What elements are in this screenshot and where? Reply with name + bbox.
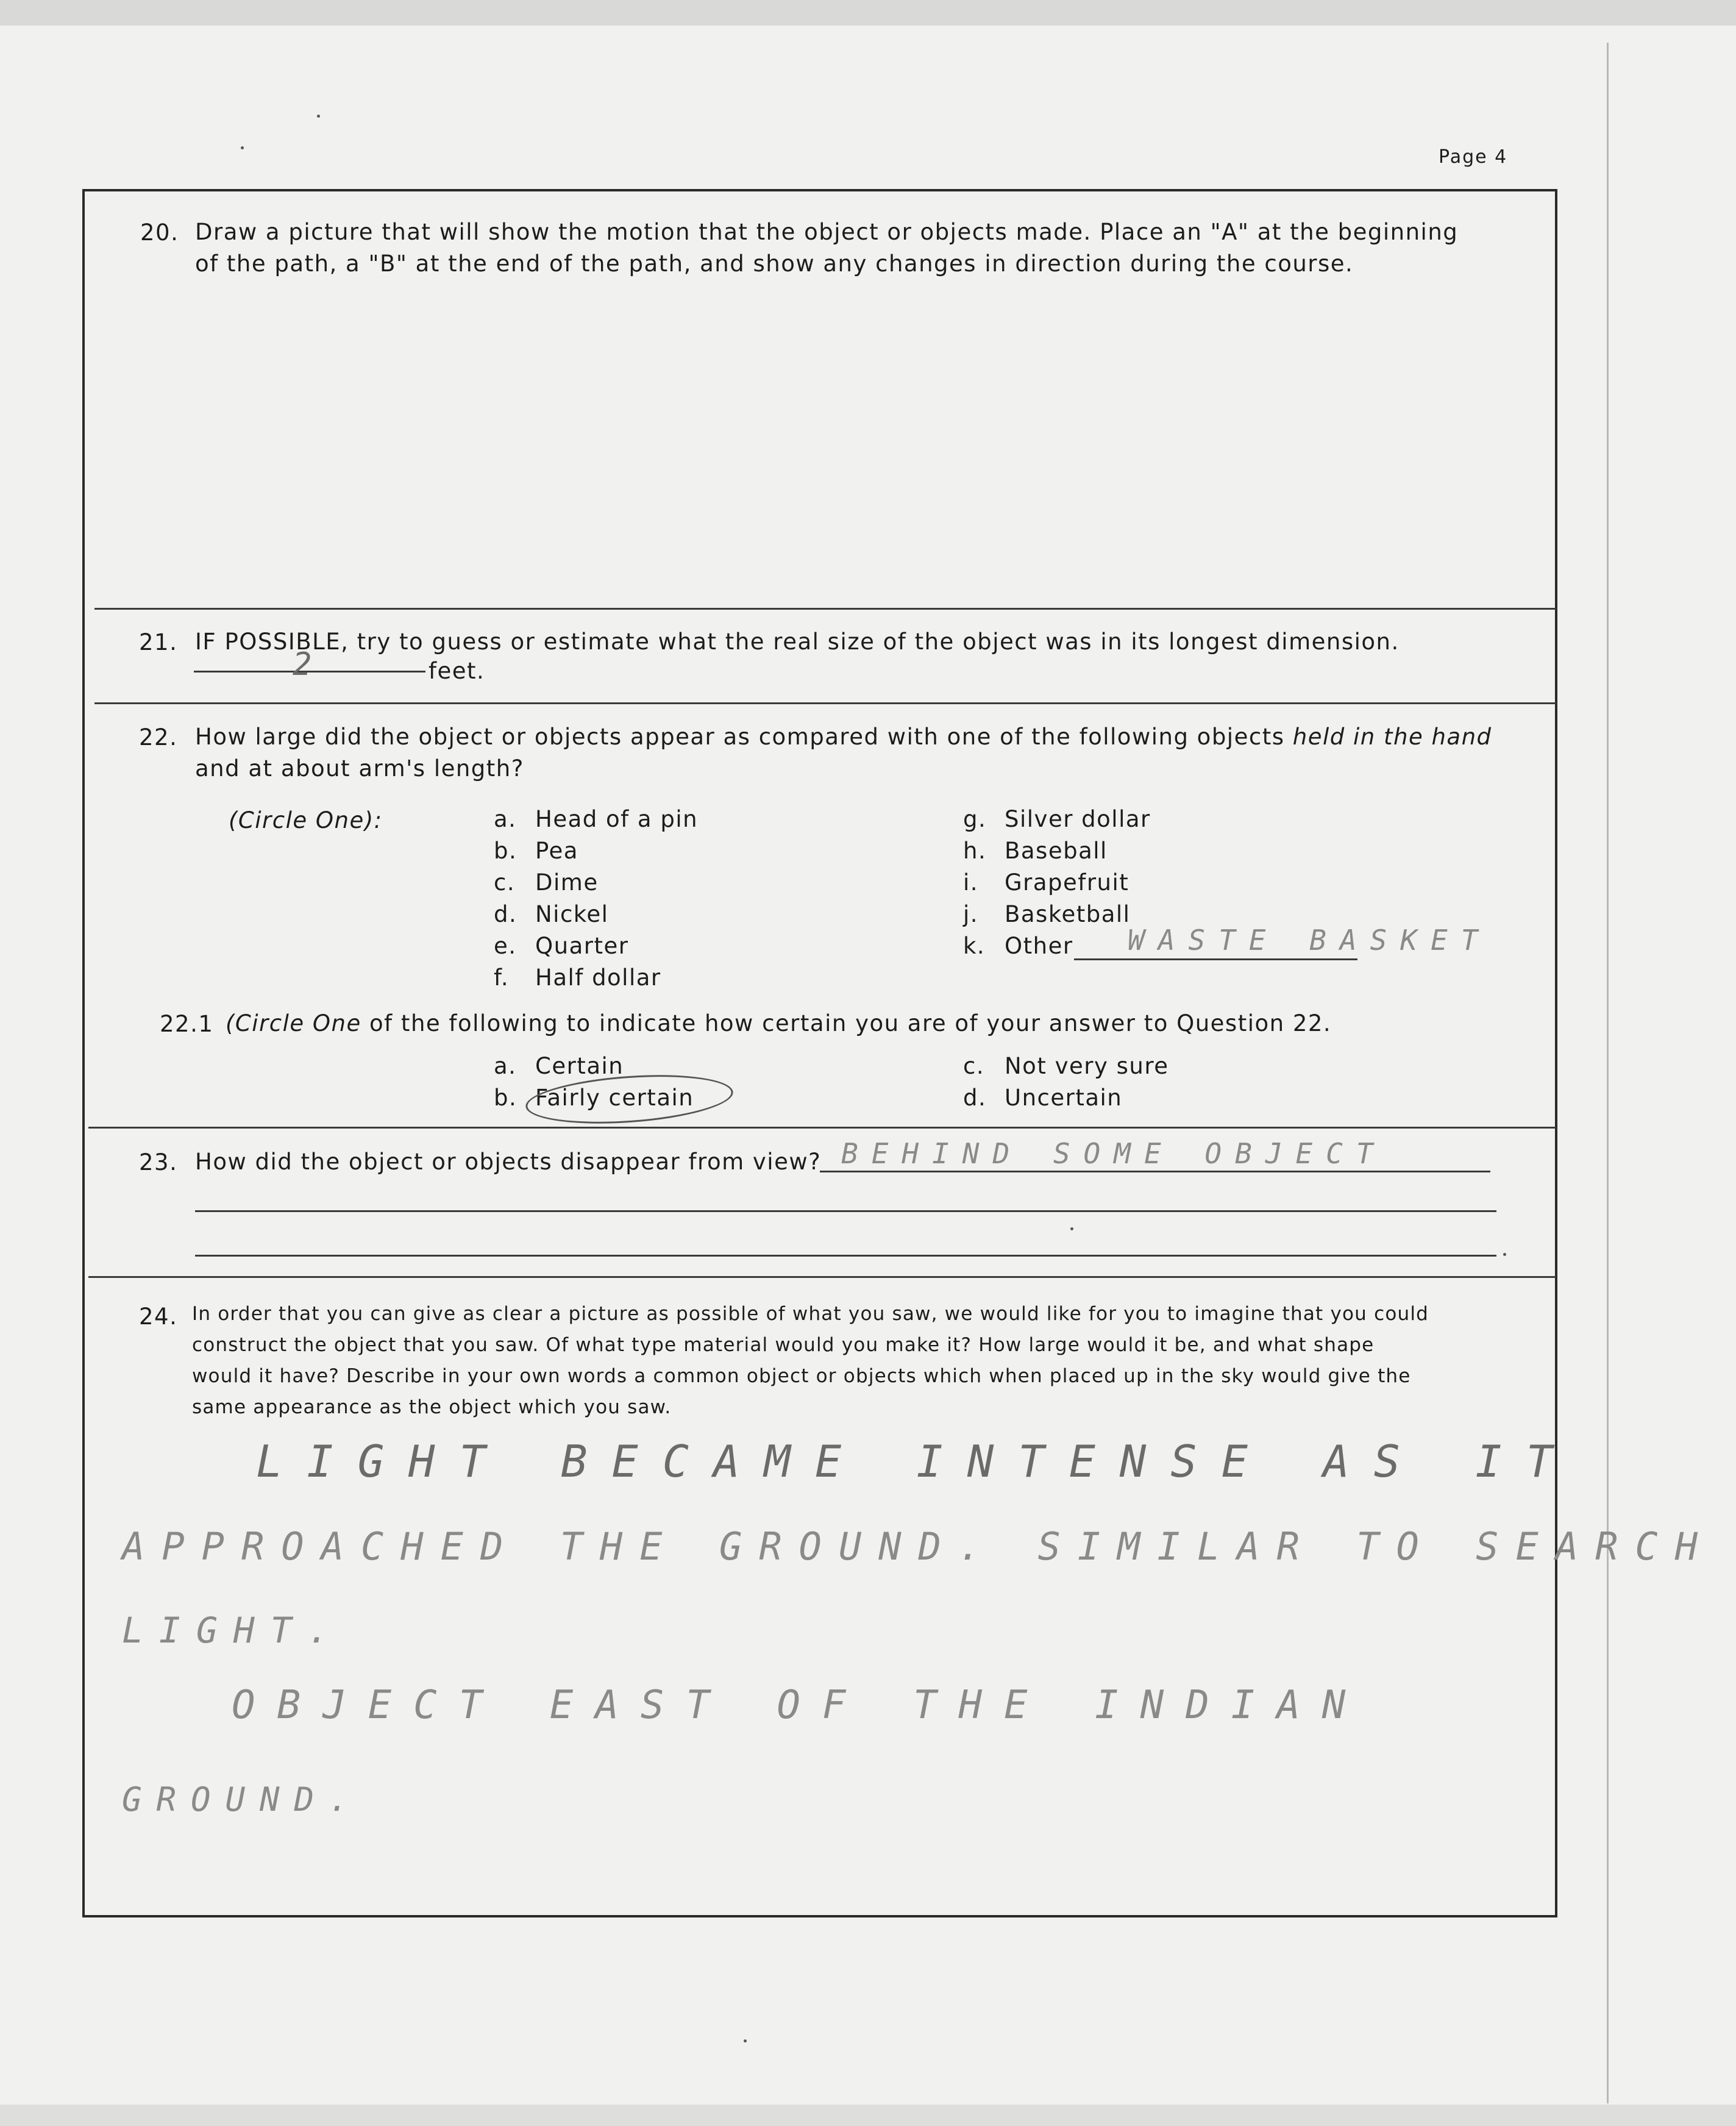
option-letter: e. (494, 933, 517, 959)
scan-edge-top (0, 0, 1736, 26)
scan-speck (317, 115, 320, 118)
q20-number: 20. (140, 219, 179, 246)
scan-edge-bottom (0, 2105, 1736, 2126)
option-label: Quarter (535, 933, 629, 959)
q21-unit: feet. (429, 658, 485, 684)
option-letter: d. (963, 1085, 987, 1111)
q24-text-line3: would it have? Describe in your own words a common object or objects which when placed up in the sky would give the (192, 1365, 1411, 1387)
q22-1-option-d[interactable] (963, 1085, 1122, 1111)
q22-option-i[interactable] (963, 869, 1129, 896)
option-label: Certain (535, 1053, 624, 1079)
option-label: Silver dollar (1005, 806, 1151, 832)
option-label: Other (1005, 933, 1073, 959)
q22-option-d[interactable] (494, 901, 608, 927)
q24-answer-line1: LIGHT BECAME INTENSE AS IT (256, 1436, 1578, 1487)
option-letter: b. (494, 1085, 518, 1111)
q22-text-line1-b: held in the hand (1292, 724, 1492, 750)
scan-speck (1070, 1227, 1073, 1230)
divider-q23 (88, 1127, 1556, 1129)
q24-answer-line3: LIGHT. (122, 1610, 345, 1651)
q22-number: 22. (139, 724, 178, 751)
q22-text-line1 (195, 721, 1492, 753)
q22-option-j[interactable] (963, 901, 1130, 927)
option-letter: h. (963, 838, 987, 864)
q21-answer: 2 (293, 646, 326, 683)
q23-answer: BEHIND SOME OBJECT (841, 1137, 1387, 1170)
q22-option-h[interactable] (963, 838, 1108, 864)
q23-answer-field-3[interactable] (195, 1255, 1496, 1257)
q23-answer-field-1[interactable] (820, 1171, 1490, 1172)
q20-text-line1: Draw a picture that will show the motion that the object or objects made. Place an "A" at the beginning (195, 219, 1459, 245)
q24-number: 24. (139, 1304, 178, 1330)
q22-1-option-a[interactable] (494, 1053, 624, 1079)
q22-option-c[interactable] (494, 869, 599, 896)
scan-speck (744, 2039, 747, 2042)
option-label: Nickel (535, 901, 609, 927)
option-letter: c. (494, 869, 516, 896)
option-label: Not very sure (1005, 1053, 1169, 1079)
q21-text: IF POSSIBLE, try to guess or estimate what the real size of the object was in its longest dimension. (195, 629, 1400, 655)
option-letter: g. (963, 806, 987, 832)
q22-other-field[interactable] (1074, 958, 1357, 960)
q23-text: How did the object or objects disappear from view? (195, 1149, 822, 1175)
q21-number: 21. (139, 629, 178, 655)
option-label: Pea (535, 838, 578, 864)
option-letter: a. (494, 806, 517, 832)
option-label: Grapefruit (1005, 869, 1129, 896)
option-letter: c. (963, 1053, 985, 1079)
option-letter: b. (494, 838, 518, 864)
option-letter: j. (963, 901, 979, 927)
scan-speck (1503, 1253, 1506, 1256)
q22-option-f[interactable] (494, 965, 661, 991)
q22-text-line2: and at about arm's length? (195, 755, 524, 782)
option-label: Fairly certain (535, 1085, 694, 1111)
option-label: Uncertain (1005, 1085, 1123, 1111)
q23-number: 23. (139, 1149, 178, 1175)
q22-instruction: (Circle One): (229, 807, 383, 833)
option-label: Dime (535, 869, 599, 896)
q24-answer-line4: OBJECT EAST OF THE INDIAN (232, 1683, 1368, 1728)
q24-answer-line2: APPROACHED THE GROUND. SIMILAR TO SEARCH (122, 1524, 1715, 1569)
option-letter: d. (494, 901, 518, 927)
option-letter: a. (494, 1053, 517, 1079)
q20-text-line2: of the path, a "B" at the end of the path, and show any changes in direction during the course. (195, 251, 1354, 277)
q24-text-line4: same appearance as the object which you saw. (192, 1396, 672, 1418)
option-letter: f. (494, 965, 510, 991)
q24-answer-line5: GROUND. (122, 1780, 363, 1819)
scan-speck (241, 146, 244, 149)
q22-option-e[interactable] (494, 933, 628, 959)
divider-q21 (94, 608, 1556, 610)
q24-text-line1: In order that you can give as clear a picture as possible of what you saw, we would like for you to imagine that you could (192, 1303, 1429, 1325)
q22-1-text-b: of the following to indicate how certain you are of your answer to Question 22. (361, 1010, 1332, 1036)
q22-1-text-a: (Circle One (226, 1010, 361, 1036)
option-label: Half dollar (535, 965, 661, 991)
q22-text-line1-a: How large did the object or objects appear as compared with one of the following objects (195, 724, 1293, 750)
divider-q22 (94, 702, 1556, 704)
q22-option-b[interactable] (494, 838, 578, 864)
option-letter: i. (963, 869, 979, 896)
option-label: Baseball (1005, 838, 1108, 864)
q20-drawing-area[interactable] (98, 287, 1548, 604)
option-label: Head of a pin (535, 806, 699, 832)
q22-1-number: 22.1 (160, 1011, 214, 1037)
q23-answer-field-2[interactable] (195, 1210, 1496, 1212)
q22-option-g[interactable] (963, 806, 1151, 832)
page-number: Page 4 (1439, 146, 1508, 168)
q22-1-text (226, 1008, 1331, 1040)
q22-option-k[interactable] (963, 933, 1073, 959)
option-label: Basketball (1005, 901, 1131, 927)
q22-option-a[interactable] (494, 806, 698, 832)
q22-other-answer: WASTE BASKET (1128, 924, 1492, 957)
option-letter: k. (963, 933, 986, 959)
divider-q24 (88, 1276, 1556, 1278)
scan-edge-right (1607, 43, 1609, 2103)
q24-text-line2: construct the object that you saw. Of what type material would you make it? How large would it be, and what shape (192, 1334, 1375, 1356)
q22-1-option-c[interactable] (963, 1053, 1169, 1079)
